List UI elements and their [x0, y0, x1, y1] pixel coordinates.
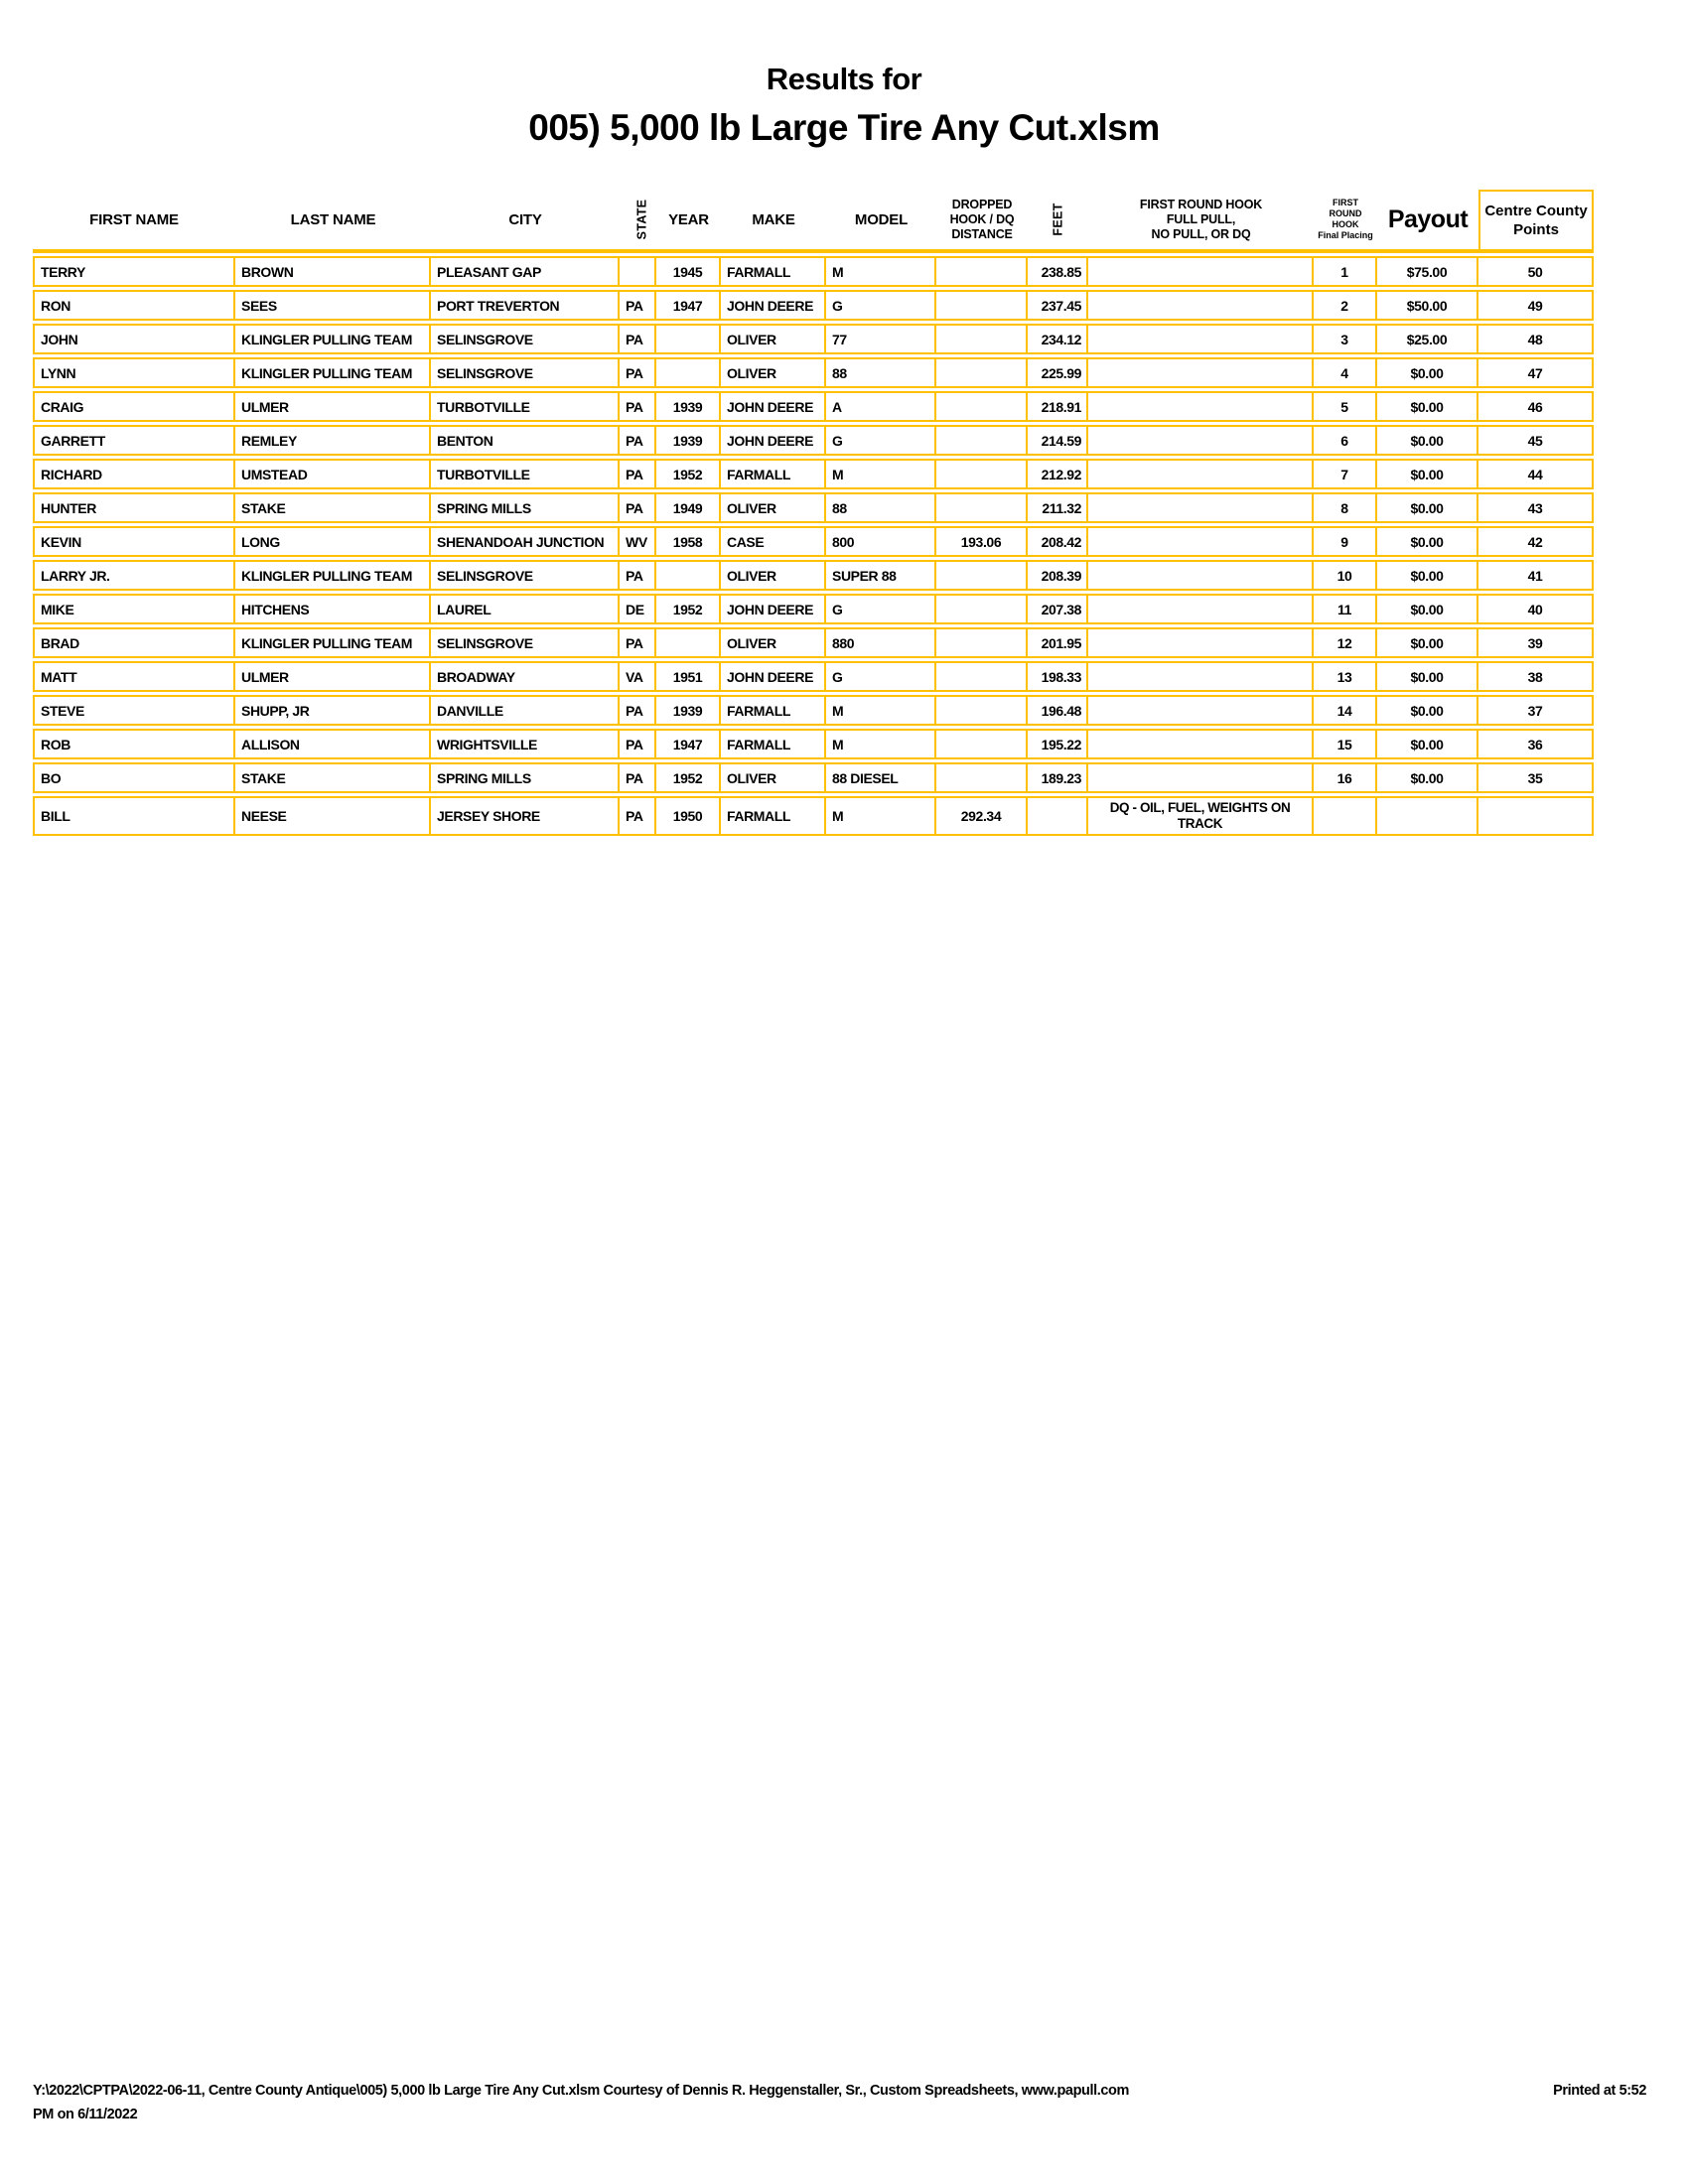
cell-model: 88 DIESEL: [826, 762, 936, 793]
cell-feet: 189.23: [1028, 762, 1088, 793]
cell-year: 1952: [656, 594, 721, 624]
cell-payout: $0.00: [1377, 627, 1478, 658]
cell-points: 42: [1478, 526, 1594, 557]
feet-rotated-label: FEET: [1051, 203, 1065, 236]
cell-last-name: KLINGLER PULLING TEAM: [235, 357, 431, 388]
table-row: [33, 796, 1594, 836]
cell-first-round-hook: [1088, 762, 1314, 793]
cell-model: M: [826, 729, 936, 759]
cell-feet: 208.39: [1028, 560, 1088, 591]
cell-year: [656, 357, 721, 388]
cell-last-name: LONG: [235, 526, 431, 557]
cell-payout: $50.00: [1377, 290, 1478, 321]
cell-feet: 234.12: [1028, 324, 1088, 354]
cell-state: PA: [620, 492, 656, 523]
cell-make: JOHN DEERE: [721, 290, 826, 321]
cell-first-round-hook: [1088, 290, 1314, 321]
cell-first-round-hook: [1088, 627, 1314, 658]
cell-model: 88: [826, 492, 936, 523]
cell-dropped-distance: [936, 391, 1028, 422]
cell-last-name: SEES: [235, 290, 431, 321]
state-rotated-label: STATE: [634, 199, 649, 240]
cell-feet: 198.33: [1028, 661, 1088, 692]
cell-final-placing: 14: [1314, 695, 1377, 726]
cell-state: PA: [620, 290, 656, 321]
cell-make: JOHN DEERE: [721, 391, 826, 422]
cell-points: 50: [1478, 256, 1594, 287]
cell-city: BENTON: [431, 425, 620, 456]
cell-feet: 237.45: [1028, 290, 1088, 321]
cell-last-name: BROWN: [235, 256, 431, 287]
cell-state: PA: [620, 729, 656, 759]
cell-payout: $0.00: [1377, 762, 1478, 793]
col-header-last-name: LAST NAME: [235, 190, 431, 253]
placing-line3: Final Placing: [1318, 230, 1373, 240]
cell-year: 1939: [656, 695, 721, 726]
table-row: [33, 594, 1594, 624]
cell-final-placing: 9: [1314, 526, 1377, 557]
cell-state: PA: [620, 391, 656, 422]
cell-first-name: BRAD: [33, 627, 235, 658]
cell-first-name: MATT: [33, 661, 235, 692]
cell-payout: $0.00: [1377, 459, 1478, 489]
col-header-city: CITY: [431, 190, 620, 253]
cell-city: SELINSGROVE: [431, 560, 620, 591]
cell-make: OLIVER: [721, 357, 826, 388]
cell-first-name: HUNTER: [33, 492, 235, 523]
cell-final-placing: 8: [1314, 492, 1377, 523]
cell-model: G: [826, 425, 936, 456]
footer-line1: [33, 2079, 1646, 2103]
cell-first-round-hook: [1088, 391, 1314, 422]
cell-last-name: STAKE: [235, 492, 431, 523]
table-row: [33, 695, 1594, 726]
cell-model: G: [826, 290, 936, 321]
cell-city: SELINSGROVE: [431, 627, 620, 658]
cell-points: 40: [1478, 594, 1594, 624]
table-row: [33, 425, 1594, 456]
cell-city: TURBOTVILLE: [431, 391, 620, 422]
cell-year: 1952: [656, 762, 721, 793]
cell-make: OLIVER: [721, 560, 826, 591]
table-row: [33, 560, 1594, 591]
cell-model: M: [826, 695, 936, 726]
cell-feet: 225.99: [1028, 357, 1088, 388]
cell-year: [656, 627, 721, 658]
dropped-line3: DISTANCE: [951, 226, 1013, 241]
cell-last-name: KLINGLER PULLING TEAM: [235, 627, 431, 658]
cell-first-round-hook: [1088, 459, 1314, 489]
cell-payout: $0.00: [1377, 391, 1478, 422]
cell-points: 45: [1478, 425, 1594, 456]
cell-final-placing: 6: [1314, 425, 1377, 456]
cell-state: PA: [620, 425, 656, 456]
cell-points: 38: [1478, 661, 1594, 692]
cell-last-name: SHUPP, JR: [235, 695, 431, 726]
cell-make: FARMALL: [721, 256, 826, 287]
cell-last-name: HITCHENS: [235, 594, 431, 624]
hook-line3: NO PULL, OR DQ: [1151, 226, 1251, 241]
cell-state: [620, 256, 656, 287]
col-header-feet: [1028, 190, 1088, 253]
table-row: [33, 391, 1594, 422]
cell-state: PA: [620, 459, 656, 489]
cell-make: OLIVER: [721, 627, 826, 658]
cell-dropped-distance: [936, 492, 1028, 523]
cell-year: 1949: [656, 492, 721, 523]
cell-first-round-hook: [1088, 324, 1314, 354]
cell-model: M: [826, 796, 936, 836]
cell-make: OLIVER: [721, 762, 826, 793]
cell-first-name: ROB: [33, 729, 235, 759]
cell-first-round-hook: [1088, 492, 1314, 523]
cell-points: 48: [1478, 324, 1594, 354]
table-row: [33, 357, 1594, 388]
col-header-final-placing: [1314, 190, 1377, 253]
table-row: [33, 459, 1594, 489]
cell-final-placing: 2: [1314, 290, 1377, 321]
cell-first-name: BILL: [33, 796, 235, 836]
cell-city: SELINSGROVE: [431, 324, 620, 354]
cell-dropped-distance: [936, 256, 1028, 287]
cell-state: PA: [620, 796, 656, 836]
points-line2: Points: [1513, 221, 1559, 238]
cell-state: VA: [620, 661, 656, 692]
cell-payout: $0.00: [1377, 729, 1478, 759]
cell-first-name: MIKE: [33, 594, 235, 624]
cell-make: FARMALL: [721, 796, 826, 836]
cell-first-name: BO: [33, 762, 235, 793]
cell-feet: 207.38: [1028, 594, 1088, 624]
cell-payout: $0.00: [1377, 661, 1478, 692]
cell-city: SPRING MILLS: [431, 492, 620, 523]
cell-year: 1951: [656, 661, 721, 692]
cell-payout: $0.00: [1377, 594, 1478, 624]
cell-points: 49: [1478, 290, 1594, 321]
cell-dropped-distance: [936, 290, 1028, 321]
cell-dropped-distance: 292.34: [936, 796, 1028, 836]
cell-city: PORT TREVERTON: [431, 290, 620, 321]
cell-first-round-hook: [1088, 560, 1314, 591]
cell-points: 44: [1478, 459, 1594, 489]
cell-first-round-hook: [1088, 594, 1314, 624]
cell-points: 43: [1478, 492, 1594, 523]
table-row: [33, 492, 1594, 523]
cell-make: JOHN DEERE: [721, 594, 826, 624]
cell-feet: 238.85: [1028, 256, 1088, 287]
cell-dropped-distance: 193.06: [936, 526, 1028, 557]
cell-dropped-distance: [936, 324, 1028, 354]
col-header-first-name: FIRST NAME: [33, 190, 235, 253]
col-header-model: MODEL: [826, 190, 936, 253]
cell-make: FARMALL: [721, 695, 826, 726]
cell-feet: 196.48: [1028, 695, 1088, 726]
table-row: [33, 290, 1594, 321]
cell-payout: $75.00: [1377, 256, 1478, 287]
cell-model: A: [826, 391, 936, 422]
cell-model: 77: [826, 324, 936, 354]
cell-make: OLIVER: [721, 492, 826, 523]
hook-line2: FULL PULL,: [1166, 211, 1236, 226]
table-row: [33, 661, 1594, 692]
cell-state: PA: [620, 357, 656, 388]
title-results-for: Results for: [766, 62, 922, 96]
col-header-first-round-hook: [1088, 190, 1314, 253]
cell-final-placing: 4: [1314, 357, 1377, 388]
cell-state: PA: [620, 324, 656, 354]
cell-dropped-distance: [936, 425, 1028, 456]
cell-city: BROADWAY: [431, 661, 620, 692]
cell-year: [656, 560, 721, 591]
cell-final-placing: 16: [1314, 762, 1377, 793]
col-header-dropped-distance: [936, 190, 1028, 253]
cell-dropped-distance: [936, 729, 1028, 759]
table-row: [33, 256, 1594, 287]
results-table: [33, 187, 1594, 839]
cell-last-name: NEESE: [235, 796, 431, 836]
cell-last-name: KLINGLER PULLING TEAM: [235, 324, 431, 354]
col-header-year: YEAR: [656, 190, 721, 253]
dropped-line1: DROPPED: [951, 197, 1013, 211]
placing-line2: HOOK: [1332, 219, 1359, 229]
cell-model: 800: [826, 526, 936, 557]
cell-first-round-hook: [1088, 526, 1314, 557]
cell-first-round-hook: [1088, 425, 1314, 456]
cell-last-name: REMLEY: [235, 425, 431, 456]
cell-feet: 218.91: [1028, 391, 1088, 422]
col-header-make: MAKE: [721, 190, 826, 253]
cell-model: G: [826, 594, 936, 624]
cell-points: 46: [1478, 391, 1594, 422]
cell-state: DE: [620, 594, 656, 624]
cell-dropped-distance: [936, 762, 1028, 793]
cell-final-placing: 7: [1314, 459, 1377, 489]
cell-payout: $0.00: [1377, 695, 1478, 726]
dropped-line2: HOOK / DQ: [949, 211, 1015, 226]
cell-first-name: GARRETT: [33, 425, 235, 456]
cell-first-name: JOHN: [33, 324, 235, 354]
cell-dropped-distance: [936, 695, 1028, 726]
cell-dropped-distance: [936, 594, 1028, 624]
cell-payout: $0.00: [1377, 560, 1478, 591]
page-footer: [33, 2079, 1646, 2126]
cell-year: 1958: [656, 526, 721, 557]
cell-final-placing: 10: [1314, 560, 1377, 591]
cell-city: PLEASANT GAP: [431, 256, 620, 287]
cell-dropped-distance: [936, 661, 1028, 692]
cell-last-name: ALLISON: [235, 729, 431, 759]
cell-first-round-hook: [1088, 729, 1314, 759]
cell-state: PA: [620, 695, 656, 726]
cell-first-round-hook: [1088, 256, 1314, 287]
cell-first-round-hook: [1088, 661, 1314, 692]
cell-last-name: ULMER: [235, 391, 431, 422]
cell-first-name: STEVE: [33, 695, 235, 726]
cell-dropped-distance: [936, 560, 1028, 591]
cell-first-name: RON: [33, 290, 235, 321]
cell-city: JERSEY SHORE: [431, 796, 620, 836]
cell-dropped-distance: [936, 627, 1028, 658]
cell-year: 1939: [656, 425, 721, 456]
cell-year: 1947: [656, 729, 721, 759]
cell-year: 1945: [656, 256, 721, 287]
cell-first-name: RICHARD: [33, 459, 235, 489]
cell-first-round-hook: [1088, 357, 1314, 388]
cell-year: [656, 324, 721, 354]
cell-state: PA: [620, 762, 656, 793]
cell-points: 41: [1478, 560, 1594, 591]
cell-city: SHENANDOAH JUNCTION: [431, 526, 620, 557]
cell-first-name: KEVIN: [33, 526, 235, 557]
cell-make: FARMALL: [721, 729, 826, 759]
cell-city: TURBOTVILLE: [431, 459, 620, 489]
cell-last-name: STAKE: [235, 762, 431, 793]
cell-dropped-distance: [936, 459, 1028, 489]
cell-state: PA: [620, 627, 656, 658]
cell-city: SPRING MILLS: [431, 762, 620, 793]
cell-model: 88: [826, 357, 936, 388]
cell-points: 37: [1478, 695, 1594, 726]
cell-payout: [1377, 796, 1478, 836]
cell-payout: $0.00: [1377, 492, 1478, 523]
cell-first-name: CRAIG: [33, 391, 235, 422]
cell-points: 36: [1478, 729, 1594, 759]
col-header-centre-county-points: [1478, 190, 1594, 253]
cell-state: PA: [620, 560, 656, 591]
cell-make: FARMALL: [721, 459, 826, 489]
cell-year: 1950: [656, 796, 721, 836]
cell-year: 1939: [656, 391, 721, 422]
cell-city: SELINSGROVE: [431, 357, 620, 388]
cell-first-round-hook: [1088, 695, 1314, 726]
cell-state: WV: [620, 526, 656, 557]
cell-feet: 211.32: [1028, 492, 1088, 523]
cell-points: [1478, 796, 1594, 836]
cell-final-placing: 1: [1314, 256, 1377, 287]
cell-city: WRIGHTSVILLE: [431, 729, 620, 759]
table-row: [33, 627, 1594, 658]
footer-printed-at: Printed at 5:52: [1553, 2083, 1646, 2099]
cell-last-name: KLINGLER PULLING TEAM: [235, 560, 431, 591]
cell-points: 35: [1478, 762, 1594, 793]
cell-city: LAUREL: [431, 594, 620, 624]
cell-payout: $0.00: [1377, 357, 1478, 388]
cell-model: G: [826, 661, 936, 692]
cell-last-name: ULMER: [235, 661, 431, 692]
col-header-payout: Payout: [1377, 190, 1478, 253]
col-header-state: [620, 190, 656, 253]
cell-points: 39: [1478, 627, 1594, 658]
cell-model: SUPER 88: [826, 560, 936, 591]
cell-make: JOHN DEERE: [721, 425, 826, 456]
cell-final-placing: 13: [1314, 661, 1377, 692]
cell-make: CASE: [721, 526, 826, 557]
cell-points: 47: [1478, 357, 1594, 388]
table-row: [33, 324, 1594, 354]
table-row: [33, 729, 1594, 759]
cell-model: 880: [826, 627, 936, 658]
title-filename: 005) 5,000 lb Large Tire Any Cut.xlsm: [528, 107, 1160, 148]
cell-year: 1952: [656, 459, 721, 489]
cell-final-placing: 5: [1314, 391, 1377, 422]
cell-feet: [1028, 796, 1088, 836]
cell-dropped-distance: [936, 357, 1028, 388]
cell-make: JOHN DEERE: [721, 661, 826, 692]
cell-model: M: [826, 256, 936, 287]
table-row: [33, 762, 1594, 793]
cell-final-placing: 11: [1314, 594, 1377, 624]
cell-feet: 212.92: [1028, 459, 1088, 489]
cell-first-round-hook: DQ - OIL, FUEL, WEIGHTS ON TRACK: [1088, 796, 1314, 836]
cell-make: OLIVER: [721, 324, 826, 354]
page-title: [0, 62, 1688, 149]
cell-final-placing: 3: [1314, 324, 1377, 354]
cell-payout: $25.00: [1377, 324, 1478, 354]
cell-first-name: LARRY JR.: [33, 560, 235, 591]
cell-feet: 214.59: [1028, 425, 1088, 456]
placing-line1: FIRST ROUND: [1329, 198, 1362, 218]
cell-payout: $0.00: [1377, 526, 1478, 557]
cell-final-placing: [1314, 796, 1377, 836]
cell-payout: $0.00: [1377, 425, 1478, 456]
cell-feet: 201.95: [1028, 627, 1088, 658]
footer-file-path: Y:\2022\CPTPA\2022-06-11, Centre County Antique\005) 5,000 lb Large Tire Any Cut.xlsm Courtesy of Dennis R. Heggenstaller, Sr., Custom Spreadsheets, www.papull.com: [33, 2083, 1129, 2099]
cell-year: 1947: [656, 290, 721, 321]
cell-last-name: UMSTEAD: [235, 459, 431, 489]
cell-feet: 208.42: [1028, 526, 1088, 557]
cell-city: DANVILLE: [431, 695, 620, 726]
cell-final-placing: 15: [1314, 729, 1377, 759]
header-row: [33, 190, 1594, 253]
table-row: [33, 526, 1594, 557]
cell-first-name: TERRY: [33, 256, 235, 287]
cell-final-placing: 12: [1314, 627, 1377, 658]
footer-date-line: PM on 6/11/2022: [33, 2107, 138, 2122]
cell-feet: 195.22: [1028, 729, 1088, 759]
cell-first-name: LYNN: [33, 357, 235, 388]
hook-line1: FIRST ROUND HOOK: [1139, 197, 1263, 211]
points-line1: Centre County: [1484, 203, 1588, 219]
cell-model: M: [826, 459, 936, 489]
